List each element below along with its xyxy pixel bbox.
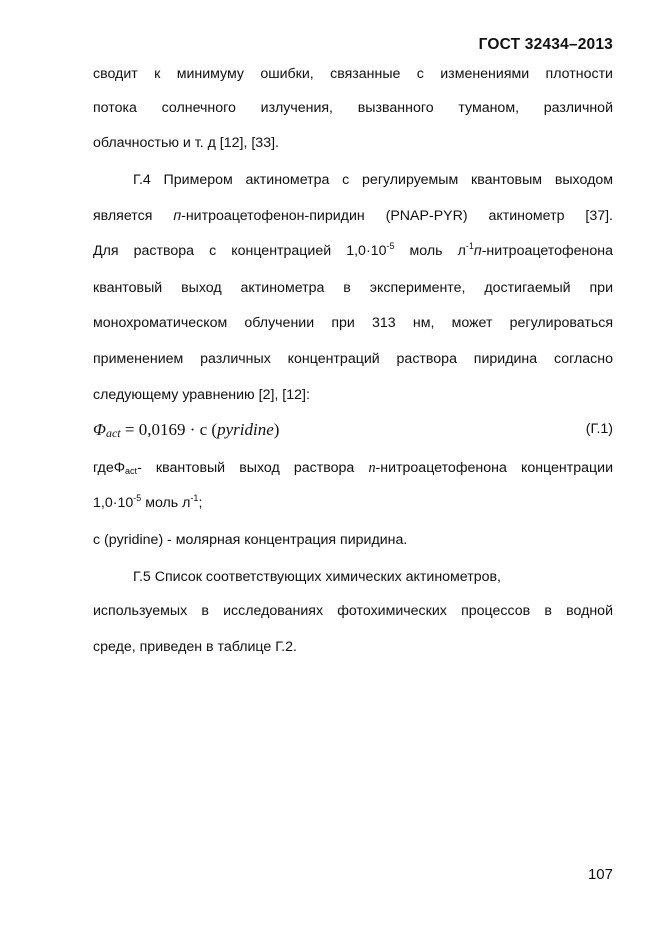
formula-subscript: act xyxy=(105,426,121,440)
standard-header: ГОСТ 32434–2013 xyxy=(478,36,613,53)
text-line: используемых в исследованиях фотохимических процессов в водной xyxy=(93,603,613,619)
text-line: квантовый выход актинометра в эксперименте, достигаемый при xyxy=(93,280,613,296)
text-span: ; xyxy=(198,495,203,511)
exponent: -1 xyxy=(465,241,474,251)
text-line: применением различных концентраций раствора пиридина согласно xyxy=(93,351,613,367)
paragraph-start-g4: Г.4 Примером актинометра с регулируемым квантовым выходом xyxy=(133,172,613,188)
text-span: где xyxy=(93,460,114,476)
text-span: является xyxy=(93,208,153,224)
text-span: - квантовый выход раствора xyxy=(137,460,355,476)
text-line xyxy=(93,458,613,478)
exponent: -1 xyxy=(190,493,199,503)
text-span: -нитроацетофенон-пиридин (PNAP-PYR) актинометр [37]. xyxy=(181,208,613,224)
text-line: монохроматическом облучении при 313 нм, может регулироваться xyxy=(93,315,613,331)
text-line: потока солнечного излучения, вызванного туманом, различной xyxy=(93,100,613,116)
paragraph-start-g5: Г.5 Список соответствующих химических актинометров, xyxy=(133,569,501,585)
text-line xyxy=(93,206,613,226)
exponent: -5 xyxy=(386,241,395,251)
text-line: сводит к минимуму ошибки, связанные с изменениями плотности xyxy=(93,66,613,82)
text-span: -нитроацетофенона xyxy=(481,243,613,259)
italic-prefix: п xyxy=(173,208,182,224)
formula-body: = 0,0169 · c ( xyxy=(120,420,218,439)
text-line xyxy=(93,493,613,513)
italic-prefix: п xyxy=(473,243,482,259)
text-line xyxy=(93,241,613,261)
formula-number: (Г.1) xyxy=(585,421,613,437)
formula-argument: pyridine xyxy=(217,420,274,439)
formula-phi: Φ xyxy=(93,420,106,439)
text-line: с (pyridine) - молярная концентрация пиридина. xyxy=(93,532,408,548)
text-span: Для раствора с концентрацией 1,0·10 xyxy=(93,243,387,259)
text-line: среде, приведен в таблице Г.2. xyxy=(93,639,297,655)
text-span: 1,0·10 xyxy=(93,495,134,511)
text-line: следующему уравнению [2], [12]: xyxy=(93,387,310,403)
page-number: 107 xyxy=(587,866,613,883)
text-span: моль л xyxy=(141,495,191,511)
text-span: моль л xyxy=(394,243,466,259)
exponent: -5 xyxy=(133,493,142,503)
phi-subscript: act xyxy=(125,466,138,476)
phi-symbol: Φ xyxy=(113,460,126,476)
italic-prefix: n xyxy=(368,460,376,476)
formula xyxy=(93,420,279,440)
text-span: -нитроацетофенона концентрации xyxy=(375,460,613,476)
text-line: облачностью и т. д [12], [33]. xyxy=(93,135,279,151)
formula-close: ) xyxy=(273,420,280,439)
